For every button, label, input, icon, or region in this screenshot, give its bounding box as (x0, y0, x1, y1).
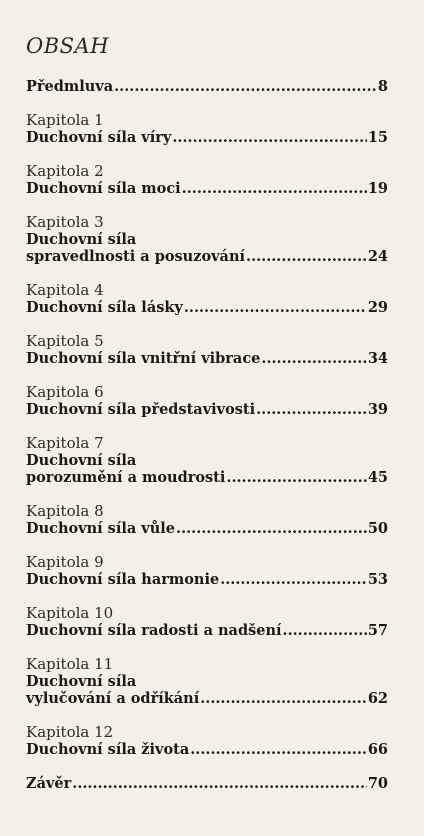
dot-leader (200, 690, 367, 707)
page-number: 15 (367, 129, 388, 146)
dot-leader (190, 741, 367, 758)
page-number: 66 (367, 741, 388, 758)
chapter-label: Kapitola 11 (26, 655, 114, 673)
toc-entry (26, 503, 388, 537)
toc-entry (26, 605, 388, 639)
toc-title-row (26, 520, 388, 537)
dot-leader (220, 571, 367, 588)
chapter-label: Kapitola 1 (26, 111, 104, 129)
chapter-label: Kapitola 6 (26, 383, 104, 401)
chapter-title-line: Duchovní síla (26, 231, 137, 248)
page-number: 39 (367, 401, 388, 418)
dot-leader (72, 775, 367, 792)
chapter-label: Kapitola 10 (26, 604, 114, 622)
toc-entry (26, 554, 388, 588)
chapter-title: vylučování a odříkání (26, 690, 200, 707)
toc-entry (26, 78, 388, 95)
dot-leader (176, 520, 367, 537)
toc-title-row (26, 571, 388, 588)
dot-leader (261, 350, 366, 367)
toc-entry (26, 435, 388, 486)
dot-leader (114, 78, 377, 95)
chapter-title: spravedlnosti a posuzování (26, 248, 246, 265)
toc-title-row (26, 622, 388, 639)
dot-leader (182, 180, 367, 197)
page-number: 45 (367, 469, 388, 486)
chapter-label: Kapitola 12 (26, 723, 114, 741)
page-number: 57 (367, 622, 388, 639)
chapter-title-line: Duchovní síla (26, 673, 137, 690)
chapter-label: Kapitola 9 (26, 553, 104, 571)
toc-title-row (26, 741, 388, 758)
toc-title-row (26, 690, 388, 707)
chapter-title-line: Duchovní síla (26, 452, 137, 469)
chapter-label: Kapitola 4 (26, 281, 104, 299)
chapter-title: Duchovní síla představivosti (26, 401, 256, 418)
toc-entry (26, 384, 388, 418)
dot-leader (172, 129, 367, 146)
chapter-title: Duchovní síla harmonie (26, 571, 220, 588)
chapter-title: Duchovní síla vůle (26, 520, 176, 537)
dot-leader (283, 622, 367, 639)
toc-entry (26, 724, 388, 758)
dot-leader (256, 401, 367, 418)
page-number: 62 (367, 690, 388, 707)
chapter-title: Duchovní síla moci (26, 180, 181, 197)
toc-entry (26, 282, 388, 316)
chapter-title: Závěr (26, 775, 72, 792)
table-of-contents (26, 78, 388, 809)
page-number: 34 (367, 350, 388, 367)
page-number: 19 (367, 180, 388, 197)
toc-title-row (26, 350, 388, 367)
chapter-label: Kapitola 3 (26, 213, 104, 231)
toc-title-row (26, 775, 388, 792)
chapter-title: porozumění a moudrosti (26, 469, 226, 486)
toc-entry (26, 163, 388, 197)
chapter-label: Kapitola 5 (26, 332, 104, 350)
chapter-title: Duchovní síla vnitřní vibrace (26, 350, 261, 367)
chapter-label: Kapitola 7 (26, 434, 104, 452)
toc-entry (26, 775, 388, 792)
toc-entry (26, 112, 388, 146)
chapter-title: Duchovní síla radosti a nadšení (26, 622, 282, 639)
page-number: 53 (367, 571, 388, 588)
chapter-label: Kapitola 2 (26, 162, 104, 180)
toc-title-row (26, 401, 388, 418)
page-number: 29 (367, 299, 388, 316)
dot-leader (184, 299, 367, 316)
chapter-title: Duchovní síla víry (26, 129, 172, 146)
toc-entry (26, 333, 388, 367)
toc-title-row (26, 129, 388, 146)
dot-leader (226, 469, 366, 486)
dot-leader (246, 248, 367, 265)
toc-entry (26, 656, 388, 707)
chapter-title: Duchovní síla života (26, 741, 190, 758)
toc-title-row (26, 248, 388, 265)
chapter-label: Kapitola 8 (26, 502, 104, 520)
page-number: 70 (367, 775, 388, 792)
page-number: 50 (367, 520, 388, 537)
chapter-title: Předmluva (26, 78, 114, 95)
toc-entry (26, 214, 388, 265)
toc-title-row (26, 469, 388, 486)
toc-heading: OBSAH (26, 34, 110, 58)
page-number: 24 (367, 248, 388, 265)
toc-title-row (26, 299, 388, 316)
page-number: 8 (377, 78, 388, 95)
toc-title-row (26, 180, 388, 197)
chapter-title: Duchovní síla lásky (26, 299, 183, 316)
toc-title-row (26, 78, 388, 95)
